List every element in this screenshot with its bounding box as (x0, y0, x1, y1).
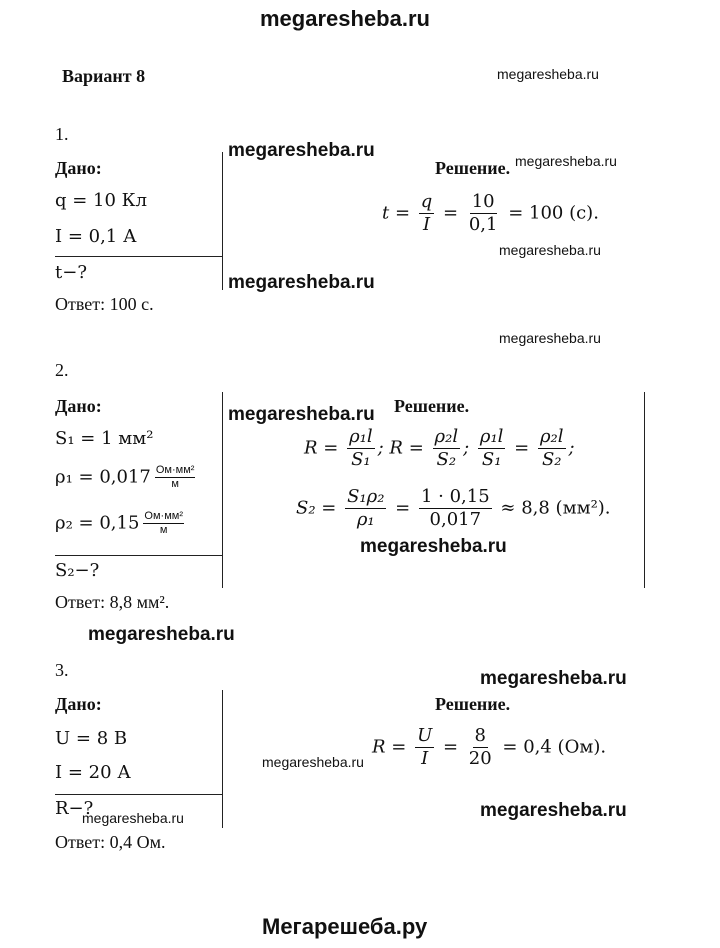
given-label: Дано: (55, 396, 102, 416)
given-value: U = 8 В (55, 728, 128, 749)
fraction-denominator: I (421, 747, 429, 769)
formula (304, 427, 575, 470)
watermark-small: megaresheba.ru (499, 330, 601, 346)
formula-part: R = (372, 736, 413, 758)
watermark-bottom: Мегарешеба.ру (262, 914, 428, 939)
unit-numerator: Ом·мм² (155, 464, 196, 478)
fraction-numerator: S₁ρ₂ (347, 486, 385, 507)
formula-part: R = (304, 437, 345, 459)
watermark: megaresheba.ru (480, 668, 627, 689)
fraction-numerator: U (417, 725, 433, 746)
unit-denominator: м (159, 524, 168, 537)
divider (222, 690, 223, 828)
fraction-denominator: ρ₁ (356, 508, 375, 530)
unit-denominator: м (171, 478, 179, 491)
given-text: ρ₂ = 0,15 (55, 512, 140, 534)
find-value: S₂−? (55, 560, 100, 581)
watermark-small: megaresheba.ru (515, 153, 617, 169)
watermark: megaresheba.ru (480, 800, 627, 821)
given-value: I = 0,1 А (55, 226, 137, 247)
problem-number: 1. (55, 124, 69, 144)
given-label: Дано: (55, 694, 102, 714)
fraction-denominator: S₁ (481, 448, 502, 470)
formula-part: = (508, 437, 535, 459)
watermark: megaresheba.ru (228, 140, 375, 161)
find-value: t−? (55, 262, 87, 283)
find-value: R−? (55, 798, 94, 819)
fraction-denominator: S₂ (541, 448, 562, 470)
fraction-denominator: 0,017 (429, 508, 482, 530)
formula-part: ; (463, 437, 475, 459)
formula (372, 726, 606, 769)
fraction-numerator: ρ₁l (349, 426, 373, 447)
formula-result: ≈ 8,8 (мм²). (494, 497, 611, 519)
answer: Ответ: 100 с. (55, 294, 154, 314)
watermark-small: megaresheba.ru (499, 242, 601, 258)
fraction-denominator: 20 (468, 747, 492, 769)
solution-label: Решение. (435, 158, 511, 178)
formula-part: = (437, 202, 464, 224)
divider (222, 392, 223, 588)
problem-number: 3. (55, 660, 69, 680)
given-text: ρ₁ = 0,017 (55, 466, 151, 488)
fraction-numerator: ρ₂l (539, 426, 564, 447)
solution-label: Решение. (435, 694, 511, 714)
fraction-numerator: ρ₂l (434, 426, 459, 447)
divider (55, 794, 222, 795)
formula-part: ; R = (377, 437, 430, 459)
formula-part: = (389, 497, 416, 519)
divider (55, 256, 222, 257)
watermark: megaresheba.ru (360, 536, 507, 557)
watermark-small: megaresheba.ru (497, 66, 599, 82)
watermark-top: megaresheba.ru (260, 6, 430, 31)
fraction-numerator: ρ₁l (479, 426, 504, 447)
formula-part: S₂ = (296, 497, 343, 519)
given-value (55, 510, 184, 537)
watermark: megaresheba.ru (228, 404, 375, 425)
fraction-numerator: 8 (474, 725, 486, 746)
formula-result: = 0,4 (Ом). (496, 736, 607, 758)
given-value (55, 464, 195, 491)
given-value: q = 10 Кл (55, 190, 148, 211)
variant-title: Вариант 8 (62, 66, 146, 86)
formula (382, 192, 599, 235)
fraction-numerator: 1 · 0,15 (420, 486, 490, 507)
watermark-small: megaresheba.ru (82, 810, 184, 826)
divider (222, 152, 223, 290)
fraction-denominator: S₂ (436, 448, 457, 470)
divider (644, 392, 645, 588)
formula-part: t = (382, 202, 416, 224)
answer: Ответ: 0,4 Ом. (55, 832, 166, 852)
problem-number: 2. (55, 360, 69, 380)
answer: Ответ: 8,8 мм². (55, 592, 170, 612)
formula-part: = (437, 736, 464, 758)
formula-part: ; (568, 437, 575, 459)
given-label: Дано: (55, 158, 102, 178)
divider (55, 555, 222, 556)
watermark-small: megaresheba.ru (262, 754, 364, 770)
given-value: S₁ = 1 мм² (55, 428, 154, 449)
fraction-denominator: 0,1 (468, 213, 498, 235)
fraction-numerator: q (420, 191, 433, 212)
solution-label: Решение. (394, 396, 470, 416)
watermark: megaresheba.ru (228, 272, 375, 293)
fraction-denominator: S₁ (351, 448, 371, 470)
given-value: I = 20 А (55, 762, 131, 783)
unit-numerator: Ом·мм² (143, 510, 184, 524)
fraction-denominator: I (422, 213, 431, 235)
formula-result: = 100 (с). (502, 202, 599, 224)
watermark: megaresheba.ru (88, 624, 235, 645)
fraction-numerator: 10 (471, 191, 495, 212)
formula (296, 487, 611, 530)
